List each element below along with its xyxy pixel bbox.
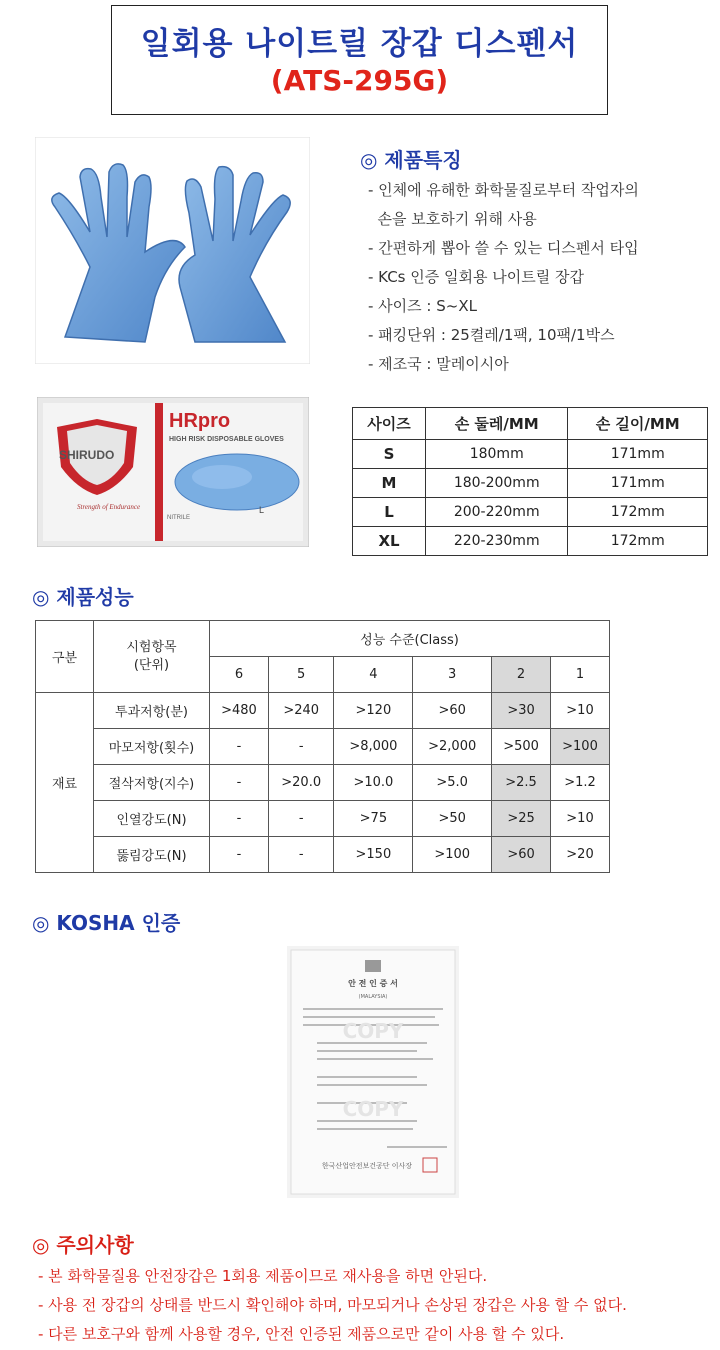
col-item-header: 시험항목 (단위)	[94, 621, 210, 693]
glove-image	[35, 137, 310, 364]
perf-cell: >500	[492, 729, 551, 765]
table-row	[353, 498, 708, 527]
perf-cell: -	[210, 837, 269, 873]
class-header: 4	[334, 657, 413, 693]
feature-item: - KCs 인증 일회용 나이트릴 장갑	[368, 268, 584, 286]
certificate-image	[287, 946, 459, 1198]
class-header: 2	[492, 657, 551, 693]
cautions-heading: ◎ 주의사항	[32, 1233, 134, 1257]
length-cell: 172mm	[568, 527, 708, 556]
perf-cell: >5.0	[413, 765, 492, 801]
box-subtitle: HIGH RISK DISPOSABLE GLOVES	[169, 436, 284, 443]
class-header: 3	[413, 657, 492, 693]
perf-cell: >75	[334, 801, 413, 837]
perf-cell: >240	[268, 693, 334, 729]
model-number: (ATS-295G)	[270, 64, 449, 97]
table-row	[36, 837, 610, 873]
perf-cell: -	[210, 801, 269, 837]
cert-watermark: COPY	[342, 1097, 404, 1121]
perf-cell: >2.5	[492, 765, 551, 801]
perf-cell: -	[268, 837, 334, 873]
cert-watermark: COPY	[342, 1019, 404, 1043]
feature-item: 손을 보호하기 위해 사용	[368, 210, 537, 228]
perf-cell: >20	[551, 837, 610, 873]
cert-country: (MALAYSIA)	[358, 994, 388, 1000]
circumference-cell: 200-220mm	[426, 498, 568, 527]
circumference-cell: 180-200mm	[426, 469, 568, 498]
caution-item: - 다른 보호구와 함께 사용할 경우, 안전 인증된 제품으로만 같이 사용 할 수 있다.	[38, 1325, 565, 1343]
box-material: NITRILE	[167, 515, 191, 521]
cert-doc-title: 안 전 인 증 서	[348, 979, 398, 988]
test-item: 마모저항(횟수)	[94, 729, 210, 765]
size-table-header	[353, 408, 708, 440]
class-header: 1	[551, 657, 610, 693]
table-row	[36, 765, 610, 801]
test-item: 뚫림강도(N)	[94, 837, 210, 873]
performance-table	[35, 620, 610, 873]
perf-cell: >100	[551, 729, 610, 765]
perf-cell: >60	[492, 837, 551, 873]
size-table	[352, 407, 708, 556]
perf-cell: >50	[413, 801, 492, 837]
perf-cell: >100	[413, 837, 492, 873]
row-group-label: 재료	[36, 693, 94, 873]
test-item: 인열강도(N)	[94, 801, 210, 837]
table-row	[353, 527, 708, 556]
feature-item: - 제조국 : 말레이시아	[368, 355, 509, 373]
caution-item: - 본 화학물질용 안전장갑은 1회용 제품이므로 재사용을 하면 안된다.	[38, 1267, 488, 1285]
table-row	[36, 729, 610, 765]
size-cell: S	[353, 440, 426, 469]
perf-cell: >8,000	[334, 729, 413, 765]
col-group-header: 구분	[36, 621, 94, 693]
perf-cell: -	[210, 729, 269, 765]
perf-cell: >10	[551, 693, 610, 729]
perf-cell: -	[268, 729, 334, 765]
feature-item: - 사이즈 : S~XL	[368, 297, 477, 315]
length-cell: 171mm	[568, 440, 708, 469]
perf-cell: >25	[492, 801, 551, 837]
box-size-mark: L	[259, 505, 265, 515]
perf-cell: >20.0	[268, 765, 334, 801]
col-size: 사이즈	[353, 408, 426, 440]
col-circumference: 손 둘레/MM	[426, 408, 568, 440]
table-row	[36, 693, 610, 729]
page-title: 일회용 나이트릴 장갑 디스펜서	[140, 26, 579, 62]
perf-cell: -	[268, 801, 334, 837]
table-row	[36, 801, 610, 837]
caution-item: - 사용 전 장갑의 상태를 반드시 확인해야 하며, 마모되거나 손상된 장갑은 사용 할 수 없다.	[38, 1296, 627, 1314]
perf-cell: >2,000	[413, 729, 492, 765]
performance-heading: ◎ 제품성능	[32, 585, 134, 609]
certification-heading: ◎ KOSHA 인증	[32, 911, 181, 935]
feature-item: - 인체에 유해한 화학물질로부터 작업자의	[368, 181, 639, 199]
perf-cell: >30	[492, 693, 551, 729]
product-box-image	[37, 397, 309, 547]
box-tagline: Strength of Endurance	[77, 503, 141, 511]
feature-item: - 패킹단위 : 25켤레/1팩, 10팩/1박스	[368, 326, 615, 344]
kcs-mark-icon	[365, 960, 381, 972]
size-cell: XL	[353, 527, 426, 556]
feature-item: - 간편하게 뽑아 쓸 수 있는 디스펜서 타입	[368, 239, 639, 257]
features-heading: ◎ 제품특징	[360, 148, 462, 172]
circumference-cell: 220-230mm	[426, 527, 568, 556]
perf-cell: >10	[551, 801, 610, 837]
length-cell: 171mm	[568, 469, 708, 498]
box-brand: HRpro	[169, 410, 231, 432]
perf-cell: >480	[210, 693, 269, 729]
perf-cell: >60	[413, 693, 492, 729]
shield-logo-text: SHIRUDO	[59, 448, 115, 462]
col-length: 손 길이/MM	[568, 408, 708, 440]
perf-cell: >10.0	[334, 765, 413, 801]
class-header: 6	[210, 657, 269, 693]
table-row	[353, 440, 708, 469]
test-item: 절삭저항(지수)	[94, 765, 210, 801]
perf-cell: >120	[334, 693, 413, 729]
perf-cell: -	[210, 765, 269, 801]
class-header: 5	[268, 657, 334, 693]
circumference-cell: 180mm	[426, 440, 568, 469]
perf-cell: >1.2	[551, 765, 610, 801]
length-cell: 172mm	[568, 498, 708, 527]
table-row	[353, 469, 708, 498]
perf-cell: >150	[334, 837, 413, 873]
test-item: 투과저항(분)	[94, 693, 210, 729]
features-list	[368, 176, 639, 379]
size-cell: M	[353, 469, 426, 498]
size-cell: L	[353, 498, 426, 527]
col-level-header: 성능 수준(Class)	[210, 621, 610, 657]
cert-issuer: 한국산업안전보건공단 이사장	[321, 1162, 413, 1170]
